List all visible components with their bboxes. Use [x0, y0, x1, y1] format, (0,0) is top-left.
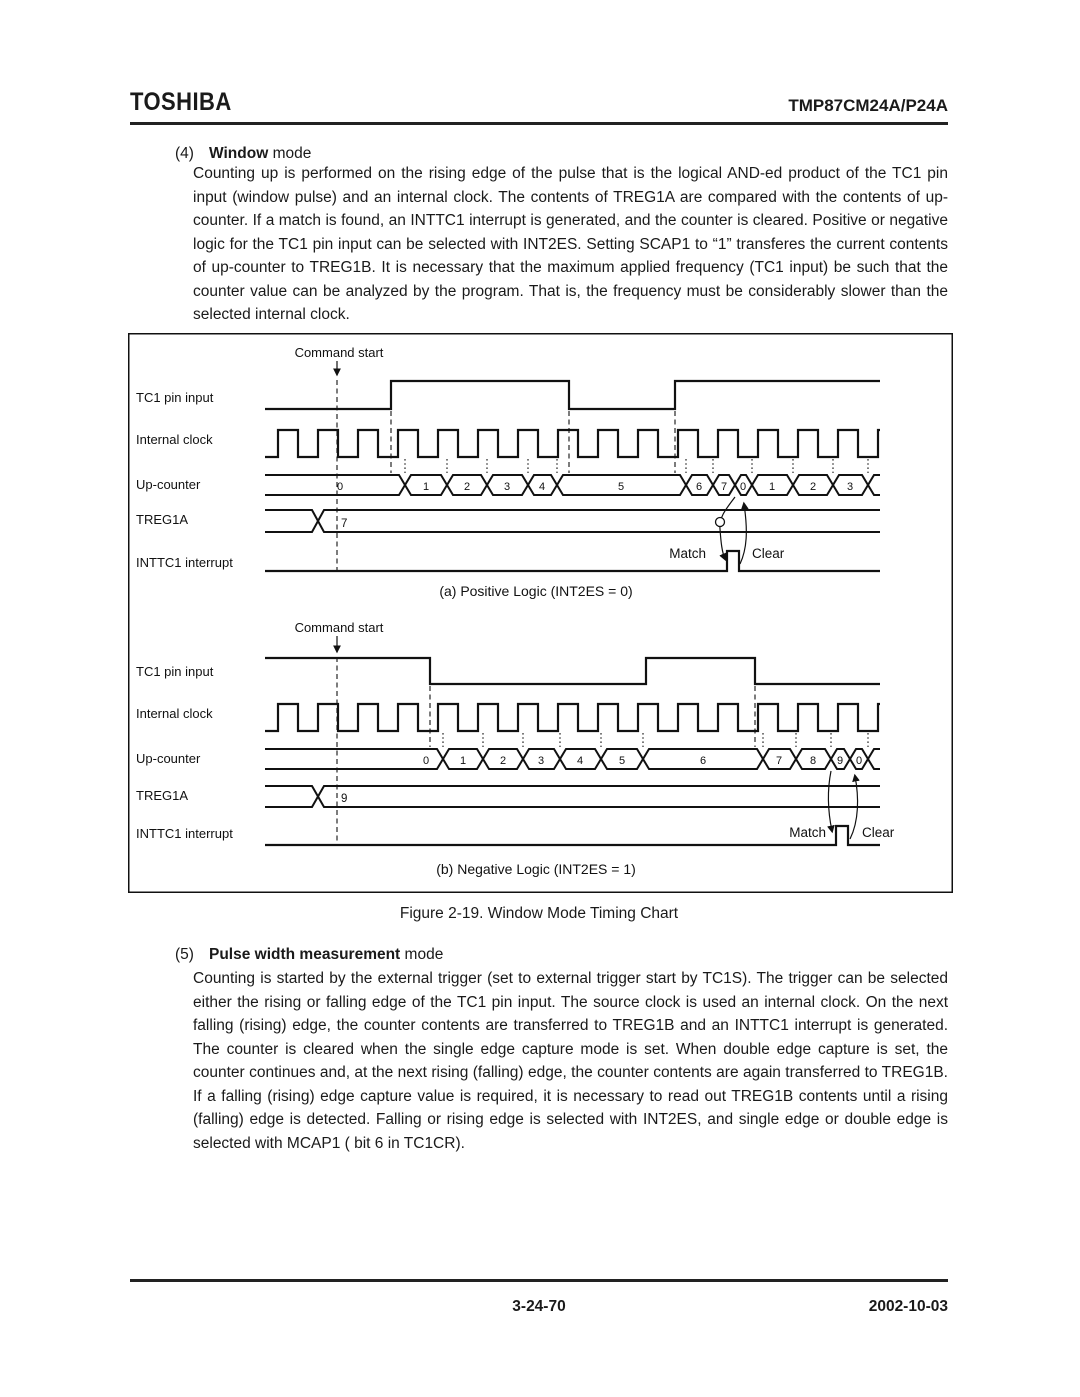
document-date: 2002-10-03 [868, 1298, 948, 1315]
timing-diagram-negative [136, 620, 895, 877]
window-mode-paragraph: Counting up is performed on the rising edge of the pulse that is the logical AND-ed product of the TC1 pin input (window pulse) and an internal clock. The contents of TREG1A are compared with the contents of up-counter. If a match is found, an INTTC1 interrupt is generated, and the counter is cleared. Positive or negative logic for the TC1 pin input can be selected with INT2ES. Setting SCAP1 to “1” transferes the current contents of up-counter to TREG1B. It is necessary that the maximum applied frequency (TC1 input) be such that the counter value can be analyzed by the program. That is, the frequency must be considerably slower than the selected internal clock. [193, 165, 948, 323]
section-number: (4) [175, 145, 194, 162]
signal-label-tc1: TC1 pin input [136, 664, 214, 679]
treg1a-band-lower [265, 786, 880, 807]
counter-value: 0 [739, 481, 747, 493]
counter-value: 7 [775, 755, 783, 767]
window-mode-timing-chart [128, 333, 953, 893]
section-title-bold: Window [209, 145, 269, 162]
counter-value: 8 [809, 755, 817, 767]
clear-label: Clear [752, 546, 785, 561]
tc1-waveform [265, 658, 880, 684]
treg1a-value: 9 [341, 793, 348, 805]
diagram-b-caption: (b) Negative Logic (INT2ES = 1) [436, 861, 636, 877]
counter-value: 7 [720, 481, 728, 493]
match-node-circle [716, 518, 725, 527]
signal-label-tc1: TC1 pin input [136, 390, 214, 405]
match-arrow [828, 771, 832, 831]
counter-value: 5 [617, 481, 625, 493]
internal-clock-waveform [265, 704, 880, 731]
treg1a-band-upper [265, 510, 880, 532]
counter-value: 6 [695, 481, 703, 493]
diagram-a-caption: (a) Positive Logic (INT2ES = 0) [439, 583, 633, 599]
count-edge-dotted-lines [405, 459, 868, 473]
counter-value: 9 [836, 755, 844, 767]
counter-value: 4 [576, 755, 584, 767]
footer-rule [130, 1279, 948, 1282]
counter-value: 2 [499, 755, 507, 767]
treg1a-band-lower [265, 510, 880, 532]
match-label: Match [789, 825, 826, 840]
command-start-label: Command start [294, 345, 384, 360]
figure-caption: Figure 2-19. Window Mode Timing Chart [399, 905, 679, 922]
section-heading-pulse-width [175, 946, 443, 964]
inttc1-waveform [265, 826, 880, 845]
part-number: TMP87CM24A/P24A [788, 96, 948, 115]
counter-value: 6 [699, 755, 707, 767]
signal-label-clock: Internal clock [136, 706, 213, 721]
up-counter-band-upper [265, 749, 880, 769]
timing-diagram-positive [136, 345, 880, 599]
match-label: Match [669, 546, 706, 561]
counter-value: 1 [459, 755, 467, 767]
counter-value: 3 [503, 481, 511, 493]
signal-label-upcounter: Up-counter [136, 477, 201, 492]
inttc1-waveform [265, 551, 880, 571]
signal-label-inttc1: INTTC1 interrupt [136, 826, 233, 841]
counter-value: 5 [618, 755, 626, 767]
counter-value: 1 [422, 481, 430, 493]
timing-chart-figure [128, 333, 953, 893]
match-arrow [720, 497, 735, 559]
page-number: 3-24-70 [512, 1298, 566, 1315]
counter-value: 3 [537, 755, 545, 767]
clear-arrow [740, 504, 746, 564]
signal-label-upcounter: Up-counter [136, 751, 201, 766]
section-title-rest: mode [268, 145, 312, 162]
clear-label: Clear [862, 825, 895, 840]
signal-label-treg1a: TREG1A [136, 788, 189, 803]
treg1a-value: 7 [341, 518, 348, 530]
counter-value: 0 [855, 755, 863, 767]
tc1-edge-dashed-lines [391, 411, 675, 473]
counter-value: 2 [809, 481, 817, 493]
signal-label-treg1a: TREG1A [136, 512, 189, 527]
header-rule [130, 122, 948, 125]
counter-value: 1 [768, 481, 776, 493]
signal-label-inttc1: INTTC1 interrupt [136, 555, 233, 570]
section-heading-window-mode [175, 145, 311, 163]
section-title-bold: Pulse width measurement [209, 946, 401, 963]
signal-label-clock: Internal clock [136, 432, 213, 447]
counter-value: 2 [463, 481, 471, 493]
up-counter-band-lower [265, 749, 880, 769]
section-number: (5) [175, 946, 194, 963]
counter-value: 4 [538, 481, 546, 493]
internal-clock-waveform [265, 430, 880, 457]
count-edge-dotted-lines [443, 733, 868, 747]
toshiba-logo: TOSHIBA [130, 88, 232, 116]
counter-value: 0 [336, 481, 344, 493]
treg1a-band-upper [265, 786, 880, 807]
tc1-waveform [265, 381, 880, 409]
command-start-label: Command start [294, 620, 384, 635]
counter-value: 0 [422, 755, 430, 767]
pulse-width-paragraph: Counting is started by the external trigger (set to external trigger start by TC1S). The trigger can be selected either the rising or falling edge of the TC1 pin input. The source clock is used an internal clock. On the next falling (rising) edge, the counter contents are transferred to TREG1B and an INTTC1 interrupt is generated. The counter is cleared when the single edge capture mode is set. When double edge capture is set, the counter continues and, at the next rising (falling) edge, the counter contents are again transferred to TREG1B. If a falling (rising) edge capture value is required, it is necessary to read out TREG1B contents until a rising (falling) edge is detected. Falling or rising edge is selected with INT2ES, and single edge or double edge is selected with MCAP1 ( bit 6 in TC1CR). [193, 970, 948, 1152]
counter-value: 3 [846, 481, 854, 493]
section-title-rest: mode [400, 946, 444, 963]
